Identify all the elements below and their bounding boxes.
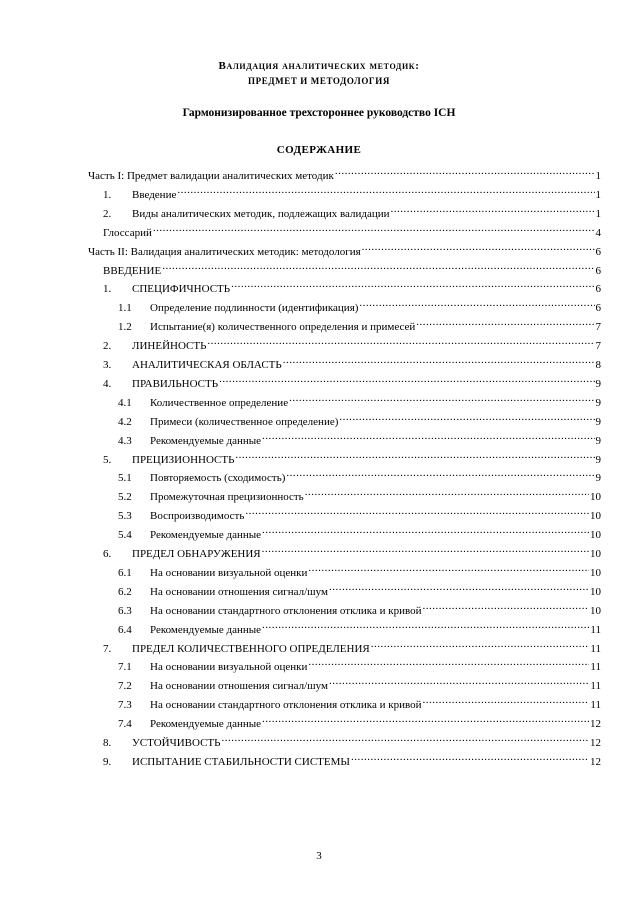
toc-entry-label: На основании отношения сигнал/шум (150, 680, 328, 693)
toc-entry-label: На основании визуальной оценки (150, 661, 308, 674)
toc-entry-label: Повторяемость (сходимость) (150, 472, 286, 485)
toc-entry-label: Часть I: Предмет валидации аналитических методик (88, 170, 334, 182)
toc-entry[interactable] (118, 654, 601, 674)
toc-entry-number: 4.3 (118, 434, 132, 447)
toc-dot-leader (329, 673, 589, 689)
document-title: Валидация аналитических методик: (218, 60, 420, 72)
toc-entry[interactable] (103, 541, 601, 560)
toc-entry-label: На основании отношения сигнал/шум (150, 585, 328, 598)
toc-entry-label: Количественное определение (150, 396, 289, 409)
document-title-line2: ПРЕДМЕТ И МЕТОДОЛОГИЯ (248, 76, 390, 86)
toc-entry-number: 2. (103, 207, 112, 220)
toc-entry-label: ПРАВИЛЬНОСТЬ (132, 377, 219, 390)
toc-dot-leader (219, 371, 594, 387)
toc-entry-page: 10 (590, 529, 601, 542)
toc-dot-leader (262, 522, 589, 538)
toc-dot-leader (339, 409, 594, 425)
toc-entry-page: 7 (595, 321, 601, 334)
toc-entry-number: 6.3 (118, 604, 132, 617)
toc-entry[interactable] (103, 220, 601, 239)
toc-entry-number: 6.4 (118, 623, 132, 636)
toc-entry-label: Рекомендуемые данные (150, 718, 262, 731)
toc-entry-label: ПРЕДЕЛ КОЛИЧЕСТВЕННОГО ОПРЕДЕЛЕНИЯ (132, 642, 370, 655)
toc-entry[interactable] (103, 371, 601, 390)
toc-entry-label: Часть II: Валидация аналитических методик: методология (88, 245, 361, 258)
toc-dot-leader (231, 276, 594, 292)
toc-entry-page: 6 (595, 245, 601, 258)
toc-dot-leader (262, 617, 589, 633)
toc-entry-page: 6 (595, 302, 601, 315)
document-subtitle: Гармонизированное трехстороннее руководство ICH (182, 107, 456, 119)
toc-entry-number: 5.4 (118, 529, 132, 542)
toc-entry[interactable] (118, 692, 601, 712)
toc-entry-page: 10 (590, 566, 601, 579)
toc-entry[interactable] (118, 390, 601, 409)
toc-entry-number: 2. (103, 340, 112, 353)
toc-entry-page: 9 (595, 415, 601, 428)
toc-entry[interactable] (118, 617, 601, 636)
toc-entry[interactable] (118, 560, 601, 579)
toc-entry[interactable] (103, 447, 601, 466)
toc-entry[interactable] (118, 673, 601, 693)
toc-entry-page: 8 (595, 359, 601, 371)
toc-entry-number: 7.3 (118, 699, 132, 712)
toc-entry-page: 9 (595, 472, 601, 485)
toc-entry[interactable] (118, 314, 601, 334)
toc-entry[interactable] (103, 258, 601, 277)
toc-entry-label: ВВЕДЕНИЕ (103, 264, 162, 277)
toc-entry-page: 9 (595, 434, 601, 447)
toc-entry-page: 10 (590, 604, 601, 617)
toc-entry-number: 5.2 (118, 491, 132, 504)
toc-entry-page: 11 (590, 699, 601, 712)
toc-entry[interactable] (118, 711, 601, 731)
toc-entry-page: 7 (595, 340, 601, 353)
toc-entry-label: Виды аналитических методик, подлежащих валидации (132, 207, 390, 220)
toc-entry-page: 12 (590, 755, 601, 768)
toc-entry-page: 10 (590, 510, 601, 523)
toc-entry-number: 5.3 (118, 510, 132, 523)
toc-dot-leader (335, 163, 595, 179)
toc-entry-label: Рекомендуемые данные (150, 623, 262, 636)
toc-entry-number: 5.1 (118, 472, 132, 485)
toc-entry-label: Введение (132, 188, 177, 201)
toc-entry-number: 6. (103, 548, 112, 560)
toc-entry[interactable] (103, 182, 601, 201)
toc-entry-number: 3. (103, 359, 112, 371)
toc-entry-page: 9 (595, 396, 601, 409)
toc-entry[interactable] (103, 352, 601, 371)
toc-dot-leader (351, 749, 589, 765)
toc-dot-leader (283, 352, 595, 368)
toc-entry-page: 10 (590, 585, 601, 598)
toc-entry-label: На основании стандартного отклонения отклика и кривой (150, 699, 422, 712)
toc-entry[interactable] (103, 276, 601, 296)
toc-entry-label: ПРЕДЕЛ ОБНАРУЖЕНИЯ (132, 548, 261, 560)
toc-dot-leader (416, 314, 594, 330)
toc-dot-leader (286, 465, 594, 481)
toc-entry-number: 7.1 (118, 661, 132, 674)
toc-entry-label: Испытание(я) количественного определения и примесей (150, 321, 416, 334)
toc-entry-label: УСТОЙЧИВОСТЬ (132, 737, 221, 749)
toc-entry[interactable] (103, 333, 601, 353)
toc-entry-page: 11 (590, 642, 601, 655)
toc-dot-leader (221, 730, 589, 746)
toc-entry[interactable] (88, 163, 601, 182)
toc-dot-leader (262, 428, 594, 444)
toc-entry-page: 1 (595, 188, 601, 201)
toc-entry-number: 8. (103, 737, 112, 749)
toc-dot-leader (207, 333, 594, 349)
toc-entry-label: Промежуточная прецизионность (150, 491, 304, 504)
toc-entry[interactable] (103, 749, 601, 768)
toc-entry[interactable] (88, 239, 601, 258)
toc-entry-label: Рекомендуемые данные (150, 434, 262, 447)
toc-entry[interactable] (103, 201, 601, 220)
toc-entry-number: 6.2 (118, 585, 132, 598)
toc-entry-page: 11 (590, 623, 601, 636)
toc-dot-leader (308, 654, 589, 670)
toc-dot-leader (262, 541, 589, 557)
toc-dot-leader (422, 692, 589, 708)
toc-entry-label: СПЕЦИФИЧНОСТЬ (132, 283, 231, 296)
toc-entry[interactable] (103, 730, 601, 749)
toc-dot-leader (245, 503, 589, 519)
toc-entry[interactable] (118, 522, 601, 542)
toc-entry[interactable] (118, 295, 601, 315)
toc-entry-page: 1 (595, 207, 601, 220)
toc-entry-number: 6.1 (118, 566, 132, 579)
toc-entry-label: Глоссарий (103, 226, 152, 239)
toc-entry-page: 12 (590, 718, 601, 731)
toc-entry-label: Воспроизводимость (150, 510, 245, 523)
toc-entry-number: 7.2 (118, 680, 132, 693)
toc-entry-page: 6 (595, 283, 601, 296)
toc-entry-page: 12 (590, 737, 601, 749)
toc-dot-leader (422, 598, 589, 614)
toc-entry-page: 10 (590, 548, 601, 560)
toc-entry[interactable] (103, 636, 601, 655)
toc-dot-leader (153, 220, 595, 236)
toc-entry-number: 1. (103, 283, 112, 296)
toc-entry-page: 9 (595, 377, 601, 390)
toc-dot-leader (371, 636, 590, 652)
toc-dot-leader (177, 182, 594, 198)
toc-dot-leader (162, 258, 594, 274)
toc-entry-number: 1.2 (118, 321, 132, 334)
toc-entry-label: Определение подлинности (идентификация) (150, 302, 359, 315)
page-number: 3 (316, 850, 322, 862)
toc-dot-leader (359, 295, 594, 311)
toc-entry[interactable] (118, 484, 601, 504)
toc-entry-number: 4.2 (118, 415, 132, 428)
toc-entry-number: 7. (103, 642, 112, 655)
toc-entry-label: Примеси (количественное определение) (150, 415, 339, 428)
toc-entry-label: ЛИНЕЙНОСТЬ (132, 340, 207, 353)
toc-heading: СОДЕРЖАНИЕ (276, 144, 362, 156)
toc-dot-leader (262, 711, 589, 727)
toc-entry[interactable] (118, 428, 601, 447)
toc-entry-label: АНАЛИТИЧЕСКАЯ ОБЛАСТЬ (132, 359, 282, 371)
toc-entry[interactable] (118, 465, 601, 485)
toc-entry-number: 4.1 (118, 396, 132, 409)
toc-entry-page: 11 (590, 680, 601, 693)
toc-entry[interactable] (118, 579, 601, 598)
toc-entry-page: 1 (595, 170, 601, 182)
toc-entry-page: 11 (590, 661, 601, 674)
toc-entry-label: ИСПЫТАНИЕ СТАБИЛЬНОСТИ СИСТЕМЫ (132, 755, 350, 768)
toc-entry-label: ПРЕЦИЗИОННОСТЬ (132, 453, 235, 466)
toc-entry[interactable] (118, 598, 601, 617)
toc-dot-leader (305, 484, 589, 500)
toc-dot-leader (289, 390, 594, 406)
toc-entry-number: 1.1 (118, 302, 132, 315)
toc-entry-label: Рекомендуемые данные (150, 529, 262, 542)
toc-dot-leader (329, 579, 589, 595)
toc-entry-number: 5. (103, 453, 112, 466)
toc-dot-leader (235, 447, 594, 463)
toc-dot-leader (391, 201, 595, 217)
toc-entry-number: 7.4 (118, 718, 132, 731)
toc-entry[interactable] (118, 503, 601, 523)
toc-entry-page: 9 (595, 453, 601, 466)
toc-entry-label: На основании стандартного отклонения отклика и кривой (150, 604, 422, 617)
toc-dot-leader (362, 239, 595, 255)
toc-entry[interactable] (118, 409, 601, 428)
toc-entry-page: 10 (590, 491, 601, 504)
toc-dot-leader (308, 560, 589, 576)
toc-entry-number: 9. (103, 755, 112, 768)
toc-entry-number: 4. (103, 377, 112, 390)
toc-entry-page: 6 (595, 264, 601, 277)
toc-entry-label: На основании визуальной оценки (150, 566, 308, 579)
toc-entry-page: 4 (595, 226, 601, 239)
toc-entry-number: 1. (103, 188, 112, 201)
